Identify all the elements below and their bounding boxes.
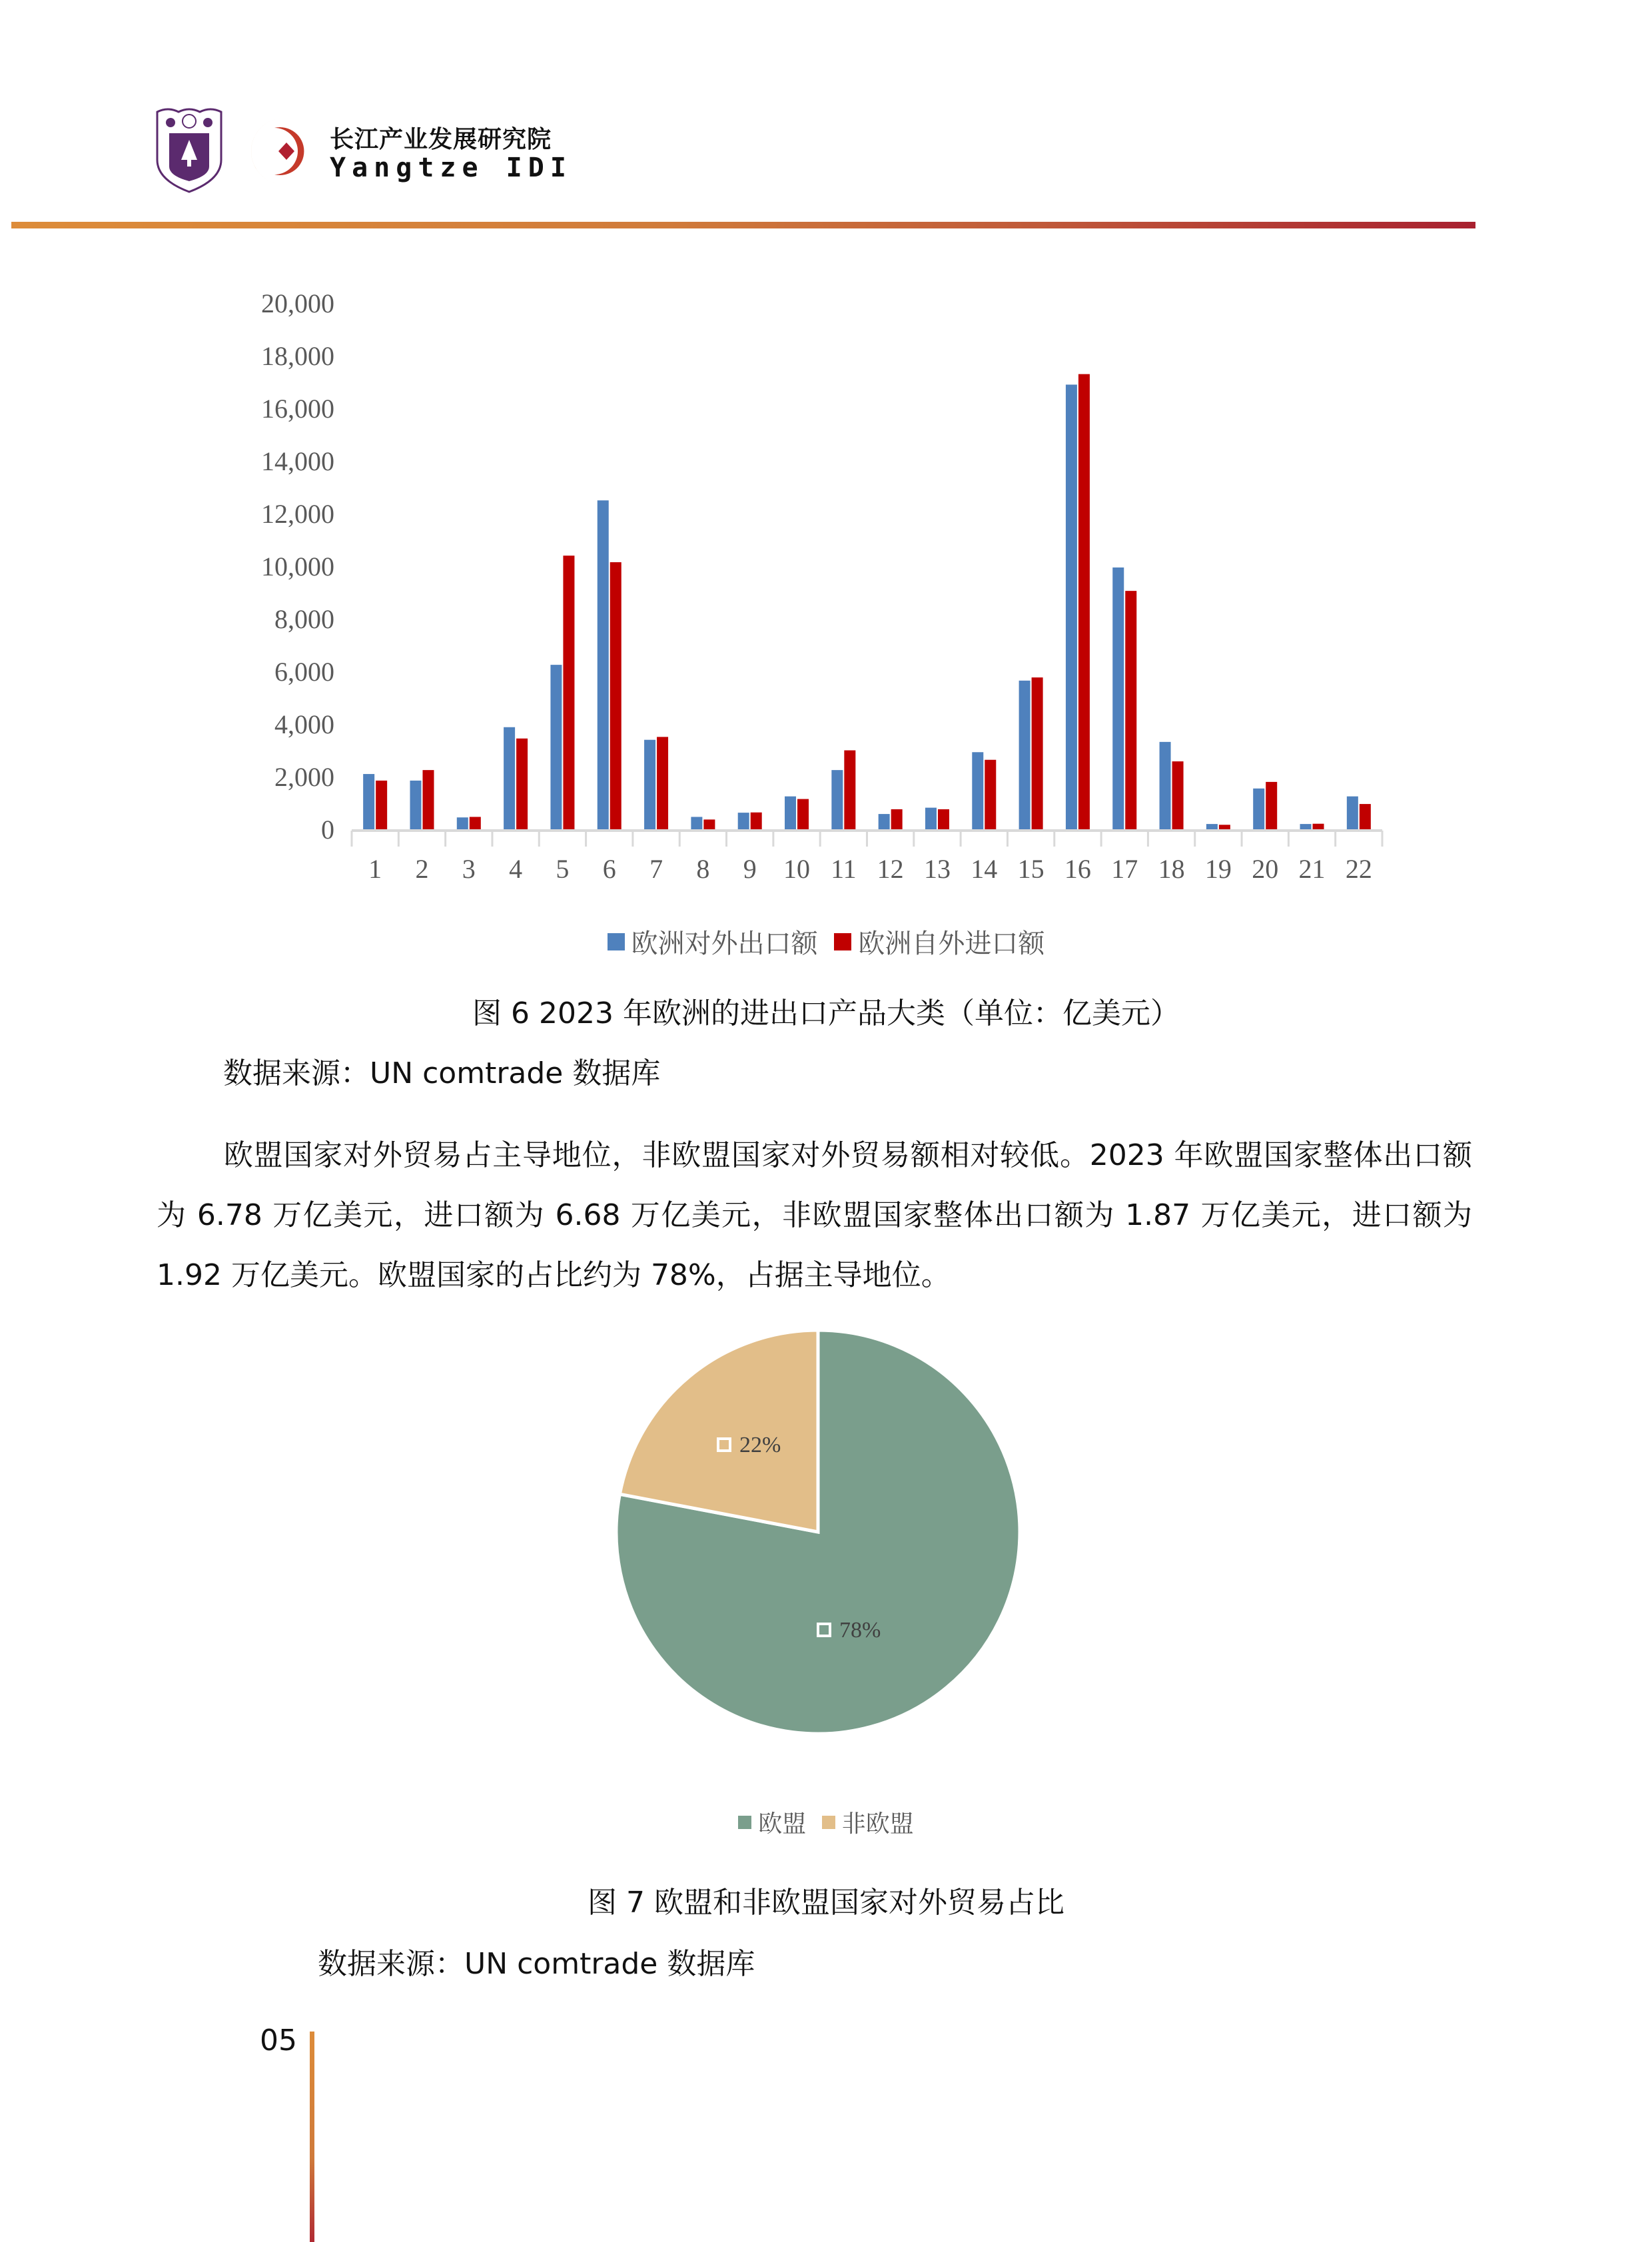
x-tick-label: 3 (462, 854, 476, 884)
y-tick-label: 6,000 (274, 657, 334, 687)
bar-export (691, 817, 702, 829)
bar-import (376, 781, 387, 829)
yangtze-idi-logo-icon (248, 115, 321, 188)
bar-export (972, 752, 983, 829)
y-tick-label: 0 (321, 815, 334, 845)
x-tick-label: 17 (1111, 854, 1138, 884)
body-paragraph: 欧盟国家对外贸易占主导地位，非欧盟国家对外贸易额相对较低。2023 年欧盟国家整体出口额为 6.78 万亿美元，进口额为 6.68 万亿美元，非欧盟国家整体出口额为 1.87 万亿美元，进口额为 1.92 万亿美元。欧盟国家的占比约为 78%，占据主导地位。 (157, 1138, 1472, 1292)
x-tick-label: 16 (1064, 854, 1091, 884)
institute-name (330, 127, 572, 183)
y-tick-label: 10,000 (261, 552, 334, 581)
bar-export (1347, 797, 1358, 829)
legend-swatch-non-eu (822, 1816, 835, 1829)
x-tick-label: 2 (415, 854, 429, 884)
bar-export (363, 774, 374, 829)
legend-item-import: 欧洲自外进口额 (834, 923, 1044, 960)
y-tick-label: 16,000 (261, 394, 334, 424)
x-tick-label: 15 (1017, 854, 1044, 884)
x-tick-label: 22 (1345, 854, 1372, 884)
figure7-source: 数据来源：UN comtrade 数据库 (318, 1947, 755, 1981)
page-number: 05 (260, 2024, 297, 2057)
x-tick-label: 8 (696, 854, 710, 884)
pie-chart-eu-share (600, 1315, 1039, 1755)
bar-import (985, 760, 996, 829)
pie-chart-legend (0, 1805, 1652, 1839)
bar-import (610, 562, 621, 829)
pie-data-label: 22% (739, 1433, 781, 1457)
legend-item-non-eu: 非欧盟 (822, 1805, 914, 1839)
bar-export (1300, 824, 1312, 829)
legend-swatch-import (834, 933, 851, 950)
legend-item-export: 欧洲对外出口额 (608, 923, 818, 960)
bar-import (563, 556, 574, 829)
bar-export (879, 814, 890, 829)
x-tick-label: 5 (556, 854, 570, 884)
x-tick-label: 4 (509, 854, 523, 884)
figure7-caption: 图 7 欧盟和非欧盟国家对外贸易占比 (588, 1886, 1064, 1920)
bar-chart-legend (0, 923, 1652, 960)
bar-import (844, 751, 855, 830)
x-tick-label: 14 (971, 854, 998, 884)
bar-export (738, 813, 749, 829)
bar-import (1172, 761, 1184, 829)
bar-import (1360, 804, 1371, 829)
nanjing-university-logo (155, 107, 224, 193)
x-tick-label: 11 (831, 854, 857, 884)
x-tick-label: 12 (877, 854, 904, 884)
y-tick-label: 18,000 (261, 341, 334, 371)
x-tick-label: 21 (1298, 854, 1326, 884)
bar-export (1160, 742, 1171, 829)
bar-export (1112, 567, 1124, 829)
bar-import (657, 737, 668, 829)
bar-chart-import-export (220, 280, 1419, 959)
bar-export (925, 808, 937, 829)
y-tick-label: 4,000 (274, 709, 334, 739)
bar-import (1313, 824, 1324, 829)
institute-name-cn: 长江产业发展研究院 (330, 126, 552, 153)
bar-import (1219, 825, 1230, 829)
bar-import (1125, 591, 1136, 829)
bar-export (1206, 824, 1218, 829)
x-tick-label: 9 (743, 854, 757, 884)
bar-export (410, 781, 421, 829)
bar-import (1032, 677, 1043, 829)
data-label-marker (718, 1439, 730, 1451)
x-tick-label: 18 (1158, 854, 1185, 884)
bar-export (785, 797, 796, 829)
bar-export (831, 770, 843, 829)
y-tick-label: 8,000 (274, 604, 334, 634)
figure6-source: 数据来源：UN comtrade 数据库 (223, 1056, 661, 1090)
x-tick-label: 6 (602, 854, 616, 884)
bar-import (703, 819, 715, 829)
bar-import (797, 799, 809, 829)
x-tick-label: 13 (923, 854, 951, 884)
figure6-caption: 图 6 2023 年欧洲的进出口产品大类（单位：亿美元） (472, 996, 1180, 1030)
x-tick-label: 7 (649, 854, 663, 884)
y-tick-label: 12,000 (261, 499, 334, 529)
bar-export (1019, 681, 1031, 829)
y-tick-label: 2,000 (274, 762, 334, 792)
bar-export (644, 740, 655, 829)
bar-import (938, 809, 949, 829)
bar-export (1066, 384, 1077, 829)
bar-import (751, 813, 762, 829)
bar-import (1266, 782, 1277, 829)
bar-import (422, 770, 434, 829)
bar-export (504, 727, 515, 829)
pie-data-label: 78% (839, 1618, 881, 1643)
bar-export (1253, 789, 1264, 829)
x-tick-label: 20 (1252, 854, 1279, 884)
institute-name-en: Yangtze IDI (330, 153, 572, 183)
data-label-marker (818, 1624, 830, 1636)
x-tick-label: 19 (1204, 854, 1232, 884)
bar-import (470, 817, 481, 829)
y-tick-label: 20,000 (261, 288, 334, 318)
bar-import (1078, 374, 1090, 829)
legend-swatch-eu (738, 1816, 751, 1829)
bar-export (550, 665, 562, 829)
legend-item-eu: 欧盟 (738, 1805, 806, 1839)
bar-import (516, 739, 528, 829)
x-tick-label: 1 (368, 854, 382, 884)
footer-vertical-bar (310, 2032, 314, 2242)
y-tick-label: 14,000 (261, 446, 334, 476)
header-divider-bar (11, 222, 1475, 228)
legend-swatch-export (608, 933, 625, 950)
bar-export (457, 817, 468, 829)
bar-export (598, 500, 609, 829)
x-tick-label: 10 (783, 854, 811, 884)
bar-import (891, 809, 903, 829)
